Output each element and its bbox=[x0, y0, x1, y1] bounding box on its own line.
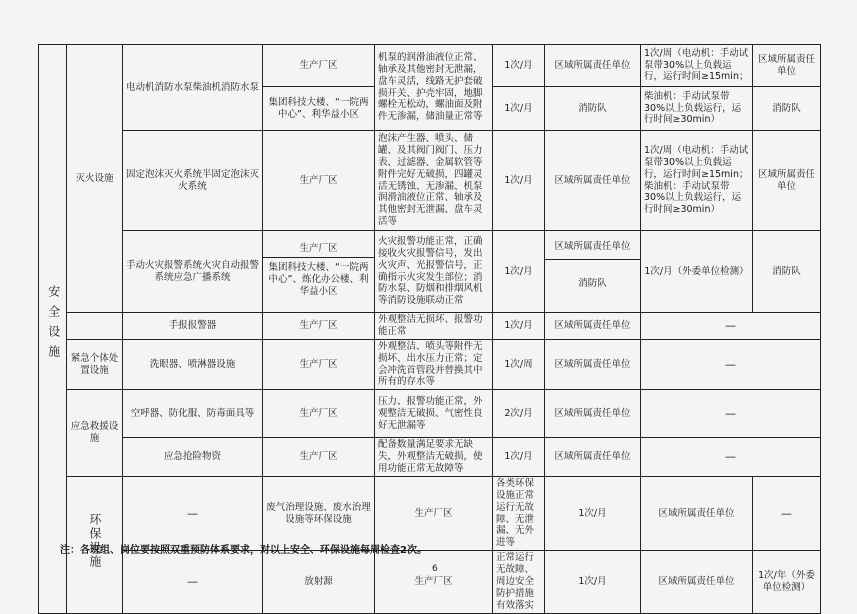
table-row bbox=[39, 438, 821, 477]
facility-name: 应急抢险物资 bbox=[123, 438, 263, 477]
test-responsible-cell: 消防队 bbox=[753, 231, 821, 313]
responsible-cell: 区域所属责任单位 bbox=[545, 131, 641, 231]
test-cell: 1次/月（外委单位检测） bbox=[641, 231, 753, 313]
responsible-cell bbox=[545, 231, 641, 313]
subcategory-cell: 紧急个体处置设施 bbox=[67, 339, 123, 390]
footnote: 注：各班组、岗位要按照双重预防体系要求，对以上安全、环保设施每周检查2次。 bbox=[60, 545, 427, 556]
area-a: 生产厂区 bbox=[263, 241, 374, 258]
responsible-cell: 区域所属责任单位 bbox=[545, 390, 641, 438]
area-cell: 生产厂区 bbox=[263, 131, 375, 231]
frequency-cell: 1次/月 bbox=[545, 476, 641, 550]
subcategory-dash: — bbox=[123, 476, 263, 550]
inspection-table bbox=[38, 44, 821, 614]
responsible-cell: 区域所属责任单位 bbox=[545, 339, 641, 390]
content-cell: 各类环保设施正常运行无故障、无泄漏、无外进等 bbox=[493, 476, 545, 550]
subcategory-empty bbox=[67, 313, 123, 340]
area-cell: 生产厂区 bbox=[263, 438, 375, 477]
test-cell: 1次/周（电动机：手动试泵带30%以上负载运行，运行时间≥15min；柴油机：手动试泵带30%以上负载运行，运行时间≥30min） bbox=[641, 131, 753, 231]
facility-name: 空呼器、防化服、防毒面具等 bbox=[123, 390, 263, 438]
facility-name: 手动火灾报警系统火灾自动报警系统应急广播系统 bbox=[123, 231, 263, 313]
table-row bbox=[39, 390, 821, 438]
frequency-cell: 1次/月 bbox=[493, 131, 545, 231]
area-cell: 生产厂区 bbox=[375, 551, 493, 613]
table-row bbox=[39, 476, 821, 550]
test-dash: — bbox=[641, 438, 821, 477]
responsible-cell: 区域所属责任单位 bbox=[641, 551, 753, 613]
facility-name: 放射源 bbox=[263, 551, 375, 613]
table-row bbox=[39, 551, 821, 613]
test-dash: — bbox=[641, 313, 821, 340]
category-label: 环保设施 bbox=[87, 512, 102, 569]
responsible-cell: 区域所属责任单位 bbox=[545, 438, 641, 477]
test-cell: 1次/年（外委单位检测） bbox=[753, 551, 821, 613]
frequency-cell: 1次/月 bbox=[493, 87, 545, 131]
content-cell: 泡沫产生器、喷头、储罐、及其阀门阀门、压力表、过滤器、金属软管等附件完好无破损，四罐灵活无锈蚀、无渗漏、机泵润滑油液位正常、轴承及其他密封无泄漏、盘车灵活等 bbox=[375, 131, 493, 231]
area-cell: 集团科技大楼、“一院两中心”、利华益小区 bbox=[263, 87, 375, 131]
frequency-cell: 1次/月 bbox=[493, 231, 545, 313]
content-cell: 外观整洁、喷头等附件无损坏、出水压力正常；定会冲洗首管段并替换其中所有的存水等 bbox=[375, 339, 493, 390]
test-cell: 柴油机：手动试泵带30%以上负载运行，运行时间≥30min） bbox=[641, 87, 753, 131]
table-row bbox=[39, 45, 821, 87]
test-dash: — bbox=[641, 390, 821, 438]
frequency-cell: 1次/月 bbox=[493, 438, 545, 477]
test-responsible-cell: 区域所属责任单位 bbox=[753, 45, 821, 87]
area-b: 集团科技大楼、“一院两中心”、炼化办公楼、利华益小区 bbox=[268, 262, 369, 297]
area-cell: 生产厂区 bbox=[263, 339, 375, 390]
responsible-cell: 消防队 bbox=[545, 87, 641, 131]
test-cell: 1次/周（电动机：手动试泵带30%以上负载运行，运行时间≥15min； bbox=[641, 45, 753, 87]
responsible-a: 区域所属责任单位 bbox=[545, 235, 640, 260]
area-cell: 生产厂区 bbox=[263, 45, 375, 87]
frequency-cell: 1次/周 bbox=[493, 339, 545, 390]
table-row bbox=[39, 131, 821, 231]
content-cell: 外观整洁无损坏、报警功能正常 bbox=[375, 313, 493, 340]
area-cell bbox=[263, 231, 375, 313]
safety-category-cell bbox=[39, 45, 67, 614]
responsible-cell: 区域所属责任单位 bbox=[545, 313, 641, 340]
category-label: 安全设施 bbox=[46, 284, 61, 365]
subcategory-dash: — bbox=[123, 551, 263, 613]
facility-name: 洗眼器、喷淋器设施 bbox=[123, 339, 263, 390]
fire-system-cell bbox=[67, 45, 123, 313]
table-row bbox=[39, 313, 821, 340]
content-cell: 机泵的润滑油液位正常、轴承及其他密封无泄漏，盘车灵活，线路无护套破损开关、护壳牢固，地脚螺栓无松动，螺油面及附件无渗漏，储油量正常等 bbox=[375, 45, 493, 131]
content-cell: 压力、报警功能正常，外观整洁无破损、气密性良好无泄漏等 bbox=[375, 390, 493, 438]
test-responsible-cell: 区域所属责任单位 bbox=[753, 131, 821, 231]
area-cell: 生产厂区 bbox=[375, 476, 493, 550]
responsible-cell: 区域所属责任单位 bbox=[641, 476, 753, 550]
frequency-cell: 2次/月 bbox=[493, 390, 545, 438]
frequency-cell: 1次/月 bbox=[493, 45, 545, 87]
content-cell: 配备数量满足要求无缺失，外观整洁无破损，使用功能正常无故障等 bbox=[375, 438, 493, 477]
subcategory-cell: 应急救援设施 bbox=[67, 390, 123, 477]
content-cell: 火灾报警功能正常，正确接收火灾报警信号，发出火灾声、光报警信号，正确指示火灾发生部位；消防水泵、防烟和排烟风机等消防设施联动正常 bbox=[375, 231, 493, 313]
responsible-cell: 区域所属责任单位 bbox=[545, 45, 641, 87]
facility-name: 废气治理设施、废水治理设施等环保设施 bbox=[263, 476, 375, 550]
page-number: 6 bbox=[432, 564, 438, 574]
facility-name: 电动机消防水泵柴油机消防水泵 bbox=[123, 45, 263, 131]
frequency-cell: 1次/月 bbox=[545, 551, 641, 613]
facility-name: 手报报警器 bbox=[123, 313, 263, 340]
frequency-cell: 1次/月 bbox=[493, 313, 545, 340]
facility-name: 固定泡沫灭火系统半固定泡沫灭火系统 bbox=[123, 131, 263, 231]
test-dash: — bbox=[641, 339, 821, 390]
table-row bbox=[39, 339, 821, 390]
subcategory-label: 灭火设施 bbox=[75, 172, 114, 184]
area-cell: 生产厂区 bbox=[263, 313, 375, 340]
responsible-b: 消防队 bbox=[578, 278, 607, 289]
table-row bbox=[39, 231, 821, 313]
test-responsible-cell: 消防队 bbox=[753, 87, 821, 131]
area-cell: 生产厂区 bbox=[263, 390, 375, 438]
test-dash: — bbox=[753, 476, 821, 550]
content-cell: 正常运行无故障、周边安全防护措施有效落实 bbox=[493, 551, 545, 613]
